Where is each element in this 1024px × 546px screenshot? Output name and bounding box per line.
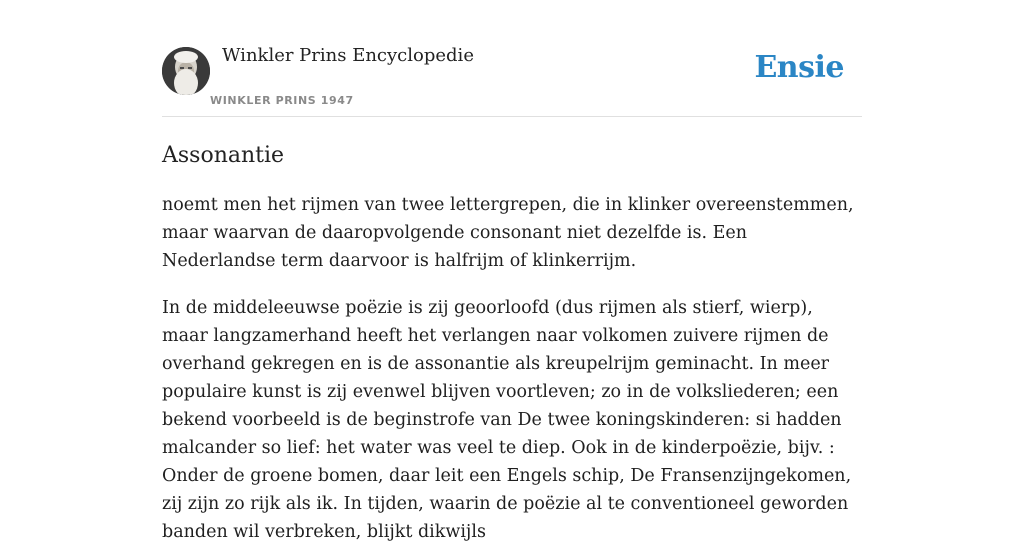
edition-label[interactable]: WINKLER PRINS 1947: [210, 94, 354, 107]
article-paragraph: In de middeleeuwse poëzie is zij geoorloofd (dus rijmen als stierf, wierp), maar langzamerhand heeft het verlangen naar volkomen zuivere rijmen de overhand gekregen en is de assonantie als kreupelrijm geminacht. In meer populaire kunst is zij evenwel blijven voortleven; zo in de volksliederen; een bekend voorbeeld is de beginstrofe van De twee koningskinderen: si hadden malcander so lief: het water was veel te diep. Ook in de kinderpoëzie, bijv. : Onder de groene bomen, daar leit een Engels schip, De Fransenzijngekomen, zij zijn zo rijk als ik. In tijden, waarin de poëzie al te conventioneel geworden banden wil verbreken, blijkt dikwijls: [162, 298, 852, 542]
page: [162, 0, 862, 546]
site-title[interactable]: Winkler Prins Encyclopedie: [222, 45, 474, 66]
avatar-portrait-icon: [162, 47, 210, 95]
header: [162, 0, 862, 117]
author-avatar[interactable]: [162, 47, 210, 95]
article-title: Assonantie: [162, 143, 285, 168]
brand-logo[interactable]: Ensie: [754, 50, 844, 85]
article-paragraph: noemt men het rijmen van twee lettergrepen, die in klinker overeenstemmen, maar waarvan de daaropvolgende consonant niet dezelfde is. Een Nederlandse term daarvoor is halfrijm of klinkerrijm.: [162, 195, 854, 271]
